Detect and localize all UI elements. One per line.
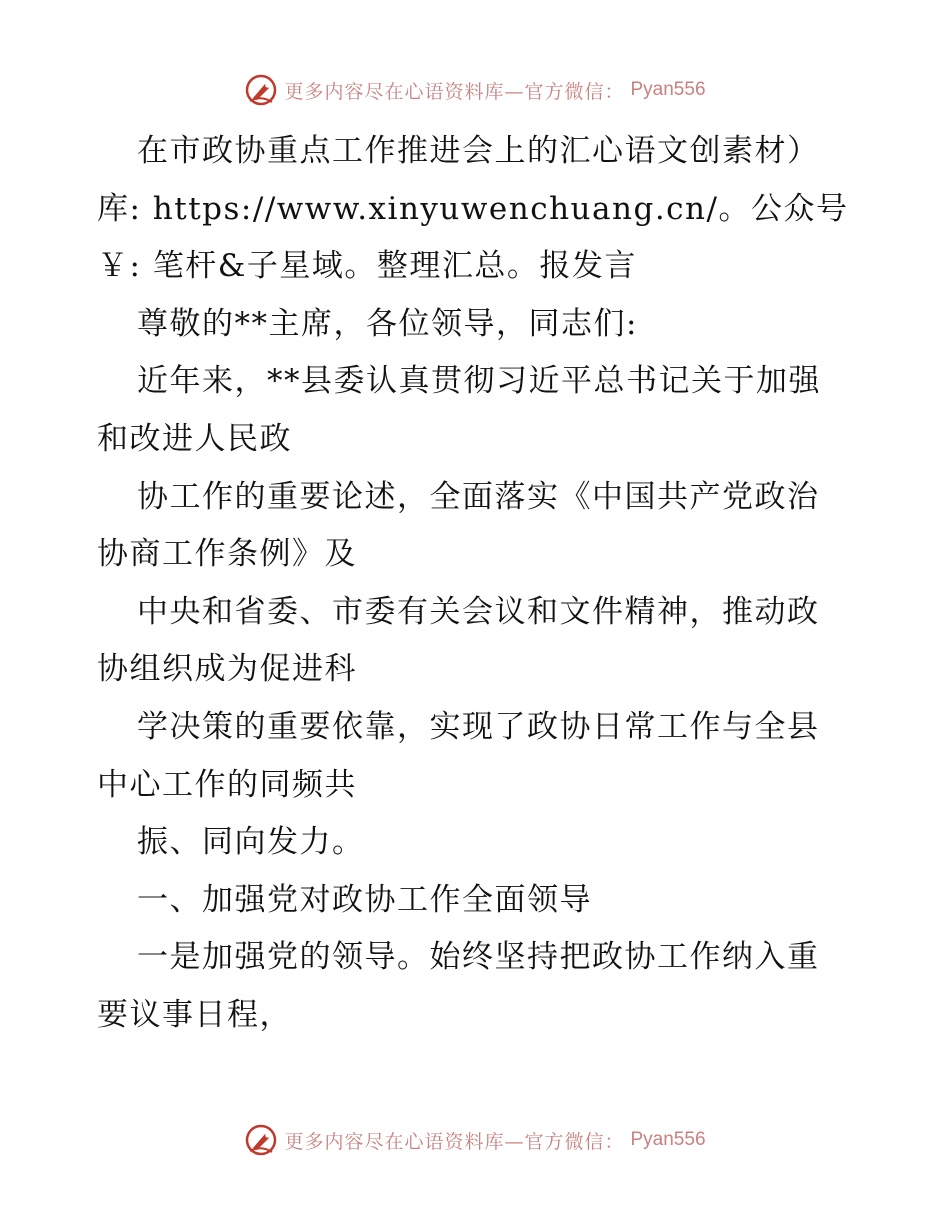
text-line: 振、同向发力。 (137, 824, 365, 861)
text-line: 在市政协重点工作推进会上的汇心语文创素材） (137, 133, 820, 169)
pen-logo-icon (244, 1123, 278, 1157)
text-line: ￥: 笔杆&子星域。整理汇总。报发言 (97, 248, 637, 285)
salutation: 尊敬的**主席，各位领导，同志们: (137, 305, 638, 342)
footer-banner (0, 1120, 950, 1160)
banner-text: 更多内容尽在心语资料库—官方微信： (284, 1130, 625, 1153)
header-banner (0, 70, 950, 110)
document-body (97, 123, 857, 1045)
text-line: 中心工作的同频共 (97, 766, 357, 803)
banner-wechat-id: Pyan556 (630, 79, 706, 100)
banner-wechat-id: Pyan556 (630, 1129, 706, 1150)
text-line: 近年来，**县委认真贯彻习近平总书记关于加强 (137, 363, 821, 400)
pen-logo-icon (244, 73, 278, 107)
text-line: 协商工作条例》及 (97, 536, 357, 573)
text-line: 要议事日程， (97, 996, 292, 1033)
text-line: 库: https://www.xinyuwenchuang.cn/。公众号 (97, 190, 849, 227)
text-line: 一是加强党的领导。始终坚持把政协工作纳入重 (137, 939, 820, 976)
text-line: 中央和省委、市委有关会议和文件精神，推动政 (137, 593, 820, 630)
section-heading: 一、加强党对政协工作全面领导 (137, 881, 592, 918)
text-line: 学决策的重要依靠，实现了政协日常工作与全县 (137, 708, 820, 745)
text-line: 和改进人民政 (97, 420, 292, 457)
banner-text: 更多内容尽在心语资料库—官方微信： (284, 80, 625, 103)
text-line: 协组织成为促进科 (97, 651, 357, 688)
text-line: 协工作的重要论述，全面落实《中国共产党政治 (137, 478, 820, 515)
